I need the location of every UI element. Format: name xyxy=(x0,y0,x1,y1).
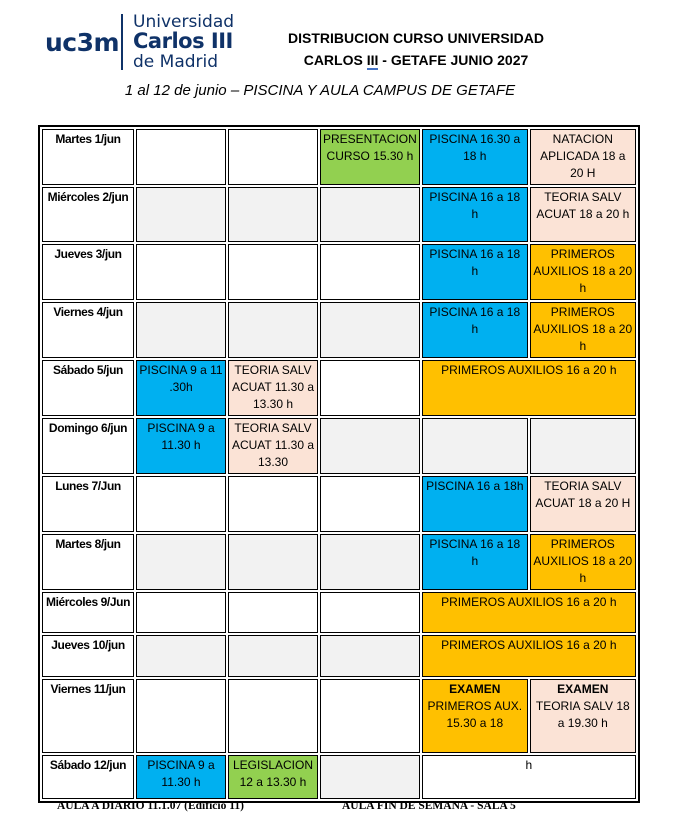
session-cell: PISCINA 16 a 18 h xyxy=(422,534,528,590)
schedule-row xyxy=(42,187,636,242)
day-label: Jueves 3/jun xyxy=(42,244,134,300)
document-title xyxy=(268,27,564,71)
schedule-row xyxy=(42,534,636,590)
empty-cell xyxy=(320,679,420,753)
day-label: Viernes 11/jun xyxy=(42,679,134,753)
empty-cell xyxy=(320,755,420,799)
empty-cell xyxy=(136,476,226,532)
session-cell: LEGISLACION 12 a 13.30 h xyxy=(228,755,318,799)
footer-weekend-room: AULA FIN DE SEMANA - SALA 5 xyxy=(342,800,516,812)
university-logo xyxy=(45,12,245,74)
day-label: Lunes 7/Jun xyxy=(42,476,134,532)
logo-line-2: Carlos III xyxy=(133,29,233,53)
empty-cell xyxy=(530,418,636,474)
empty-cell xyxy=(136,679,226,753)
empty-cell xyxy=(320,360,420,416)
session-cell: PISCINA 16 a 18 h xyxy=(422,302,528,358)
session-cell xyxy=(422,679,528,753)
session-cell: PISCINA 16 a 18h xyxy=(422,476,528,532)
day-label: Viernes 4/jun xyxy=(42,302,134,358)
title-line-2-suffix: - GETAFE JUNIO 2027 xyxy=(378,52,529,68)
session-cell xyxy=(530,679,636,753)
schedule-row xyxy=(42,755,636,799)
day-label: Martes 1/jun xyxy=(42,129,134,185)
schedule-row xyxy=(42,592,636,633)
empty-cell xyxy=(228,679,318,753)
schedule-row xyxy=(42,360,636,416)
session-cell: TEORIA SALV ACUAT 18 a 20 H xyxy=(530,476,636,532)
empty-cell xyxy=(136,534,226,590)
schedule-row xyxy=(42,244,636,300)
session-cell: NATACION APLICADA 18 a 20 H xyxy=(530,129,636,185)
day-label: Sábado 12/jun xyxy=(42,755,134,799)
logo-line-3: de Madrid xyxy=(133,52,219,72)
empty-cell xyxy=(320,476,420,532)
exam-detail: PRIMEROS AUX. 15.30 a 18 xyxy=(427,699,523,730)
schedule-table xyxy=(38,125,640,803)
empty-cell xyxy=(320,635,420,677)
session-cell: h xyxy=(422,755,636,799)
empty-cell xyxy=(228,534,318,590)
session-cell: PRESENTACION CURSO 15.30 h xyxy=(320,129,420,185)
schedule-row xyxy=(42,129,636,185)
session-cell: PRIMEROS AUXILIOS 18 a 20 h xyxy=(530,244,636,300)
exam-label: EXAMEN xyxy=(557,682,609,696)
empty-cell xyxy=(320,187,420,242)
footer-weekday-room: AULA A DIARIO 11.1.07 (Edificio 11) xyxy=(57,800,244,812)
day-label: Miércoles 2/jun xyxy=(42,187,134,242)
title-line-2-prefix: CARLOS xyxy=(303,52,367,68)
schedule-body xyxy=(42,129,636,799)
session-cell: PISCINA 9 a 11.30 h xyxy=(136,418,226,474)
empty-cell xyxy=(422,418,528,474)
empty-cell xyxy=(136,244,226,300)
document-subtitle: 1 al 12 de junio – PISCINA Y AULA CAMPUS DE GETAFE xyxy=(124,82,516,99)
empty-cell xyxy=(136,129,226,185)
empty-cell xyxy=(136,592,226,633)
schedule-row xyxy=(42,418,636,474)
empty-cell xyxy=(228,302,318,358)
session-cell: PISCINA 9 a 11.30 h xyxy=(136,755,226,799)
session-cell: PRIMEROS AUXILIOS 18 a 20 h xyxy=(530,302,636,358)
session-cell: TEORIA SALV ACUAT 11.30 a 13.30 h xyxy=(228,360,318,416)
logo-mark: uc3m xyxy=(45,28,120,57)
empty-cell xyxy=(320,302,420,358)
logo-line-1: Universidad xyxy=(133,12,235,32)
session-cell: PISCINA 9 a 11 .30h xyxy=(136,360,226,416)
empty-cell xyxy=(320,418,420,474)
empty-cell xyxy=(320,244,420,300)
empty-cell xyxy=(228,187,318,242)
session-cell: PRIMEROS AUXILIOS 16 a 20 h xyxy=(422,635,636,677)
schedule-row xyxy=(42,476,636,532)
session-cell: PISCINA 16 a 18 h xyxy=(422,187,528,242)
day-label: Miércoles 9/Jun xyxy=(42,592,134,633)
title-line-2-underlined: III xyxy=(366,52,379,68)
title-line-1: DISTRIBUCION CURSO UNIVERSIDAD xyxy=(288,30,544,46)
session-cell: PRIMEROS AUXILIOS 18 a 20 h xyxy=(530,534,636,590)
schedule-row xyxy=(42,679,636,753)
session-cell: TEORIA SALV ACUAT 11.30 a 13.30 xyxy=(228,418,318,474)
schedule-row xyxy=(42,635,636,677)
session-cell: PISCINA 16 a 18 h xyxy=(422,244,528,300)
empty-cell xyxy=(228,244,318,300)
session-cell: PISCINA 16.30 a 18 h xyxy=(422,129,528,185)
empty-cell xyxy=(228,476,318,532)
day-label: Martes 8/jun xyxy=(42,534,134,590)
empty-cell xyxy=(228,635,318,677)
title-line-2 xyxy=(268,49,564,71)
session-cell: TEORIA SALV ACUAT 18 a 20 h xyxy=(530,187,636,242)
schedule-row xyxy=(42,302,636,358)
exam-detail: TEORIA SALV 18 a 19.30 h xyxy=(535,699,630,730)
empty-cell xyxy=(320,534,420,590)
exam-label: EXAMEN xyxy=(449,682,501,696)
empty-cell xyxy=(320,592,420,633)
logo-divider xyxy=(121,14,123,70)
empty-cell xyxy=(136,187,226,242)
session-cell: PRIMEROS AUXILIOS 16 a 20 h xyxy=(422,360,636,416)
session-cell: PRIMEROS AUXILIOS 16 a 20 h xyxy=(422,592,636,633)
day-label: Domingo 6/jun xyxy=(42,418,134,474)
day-label: Sábado 5/jun xyxy=(42,360,134,416)
empty-cell xyxy=(228,129,318,185)
empty-cell xyxy=(228,592,318,633)
day-label: Jueves 10/jun xyxy=(42,635,134,677)
empty-cell xyxy=(136,635,226,677)
empty-cell xyxy=(136,302,226,358)
